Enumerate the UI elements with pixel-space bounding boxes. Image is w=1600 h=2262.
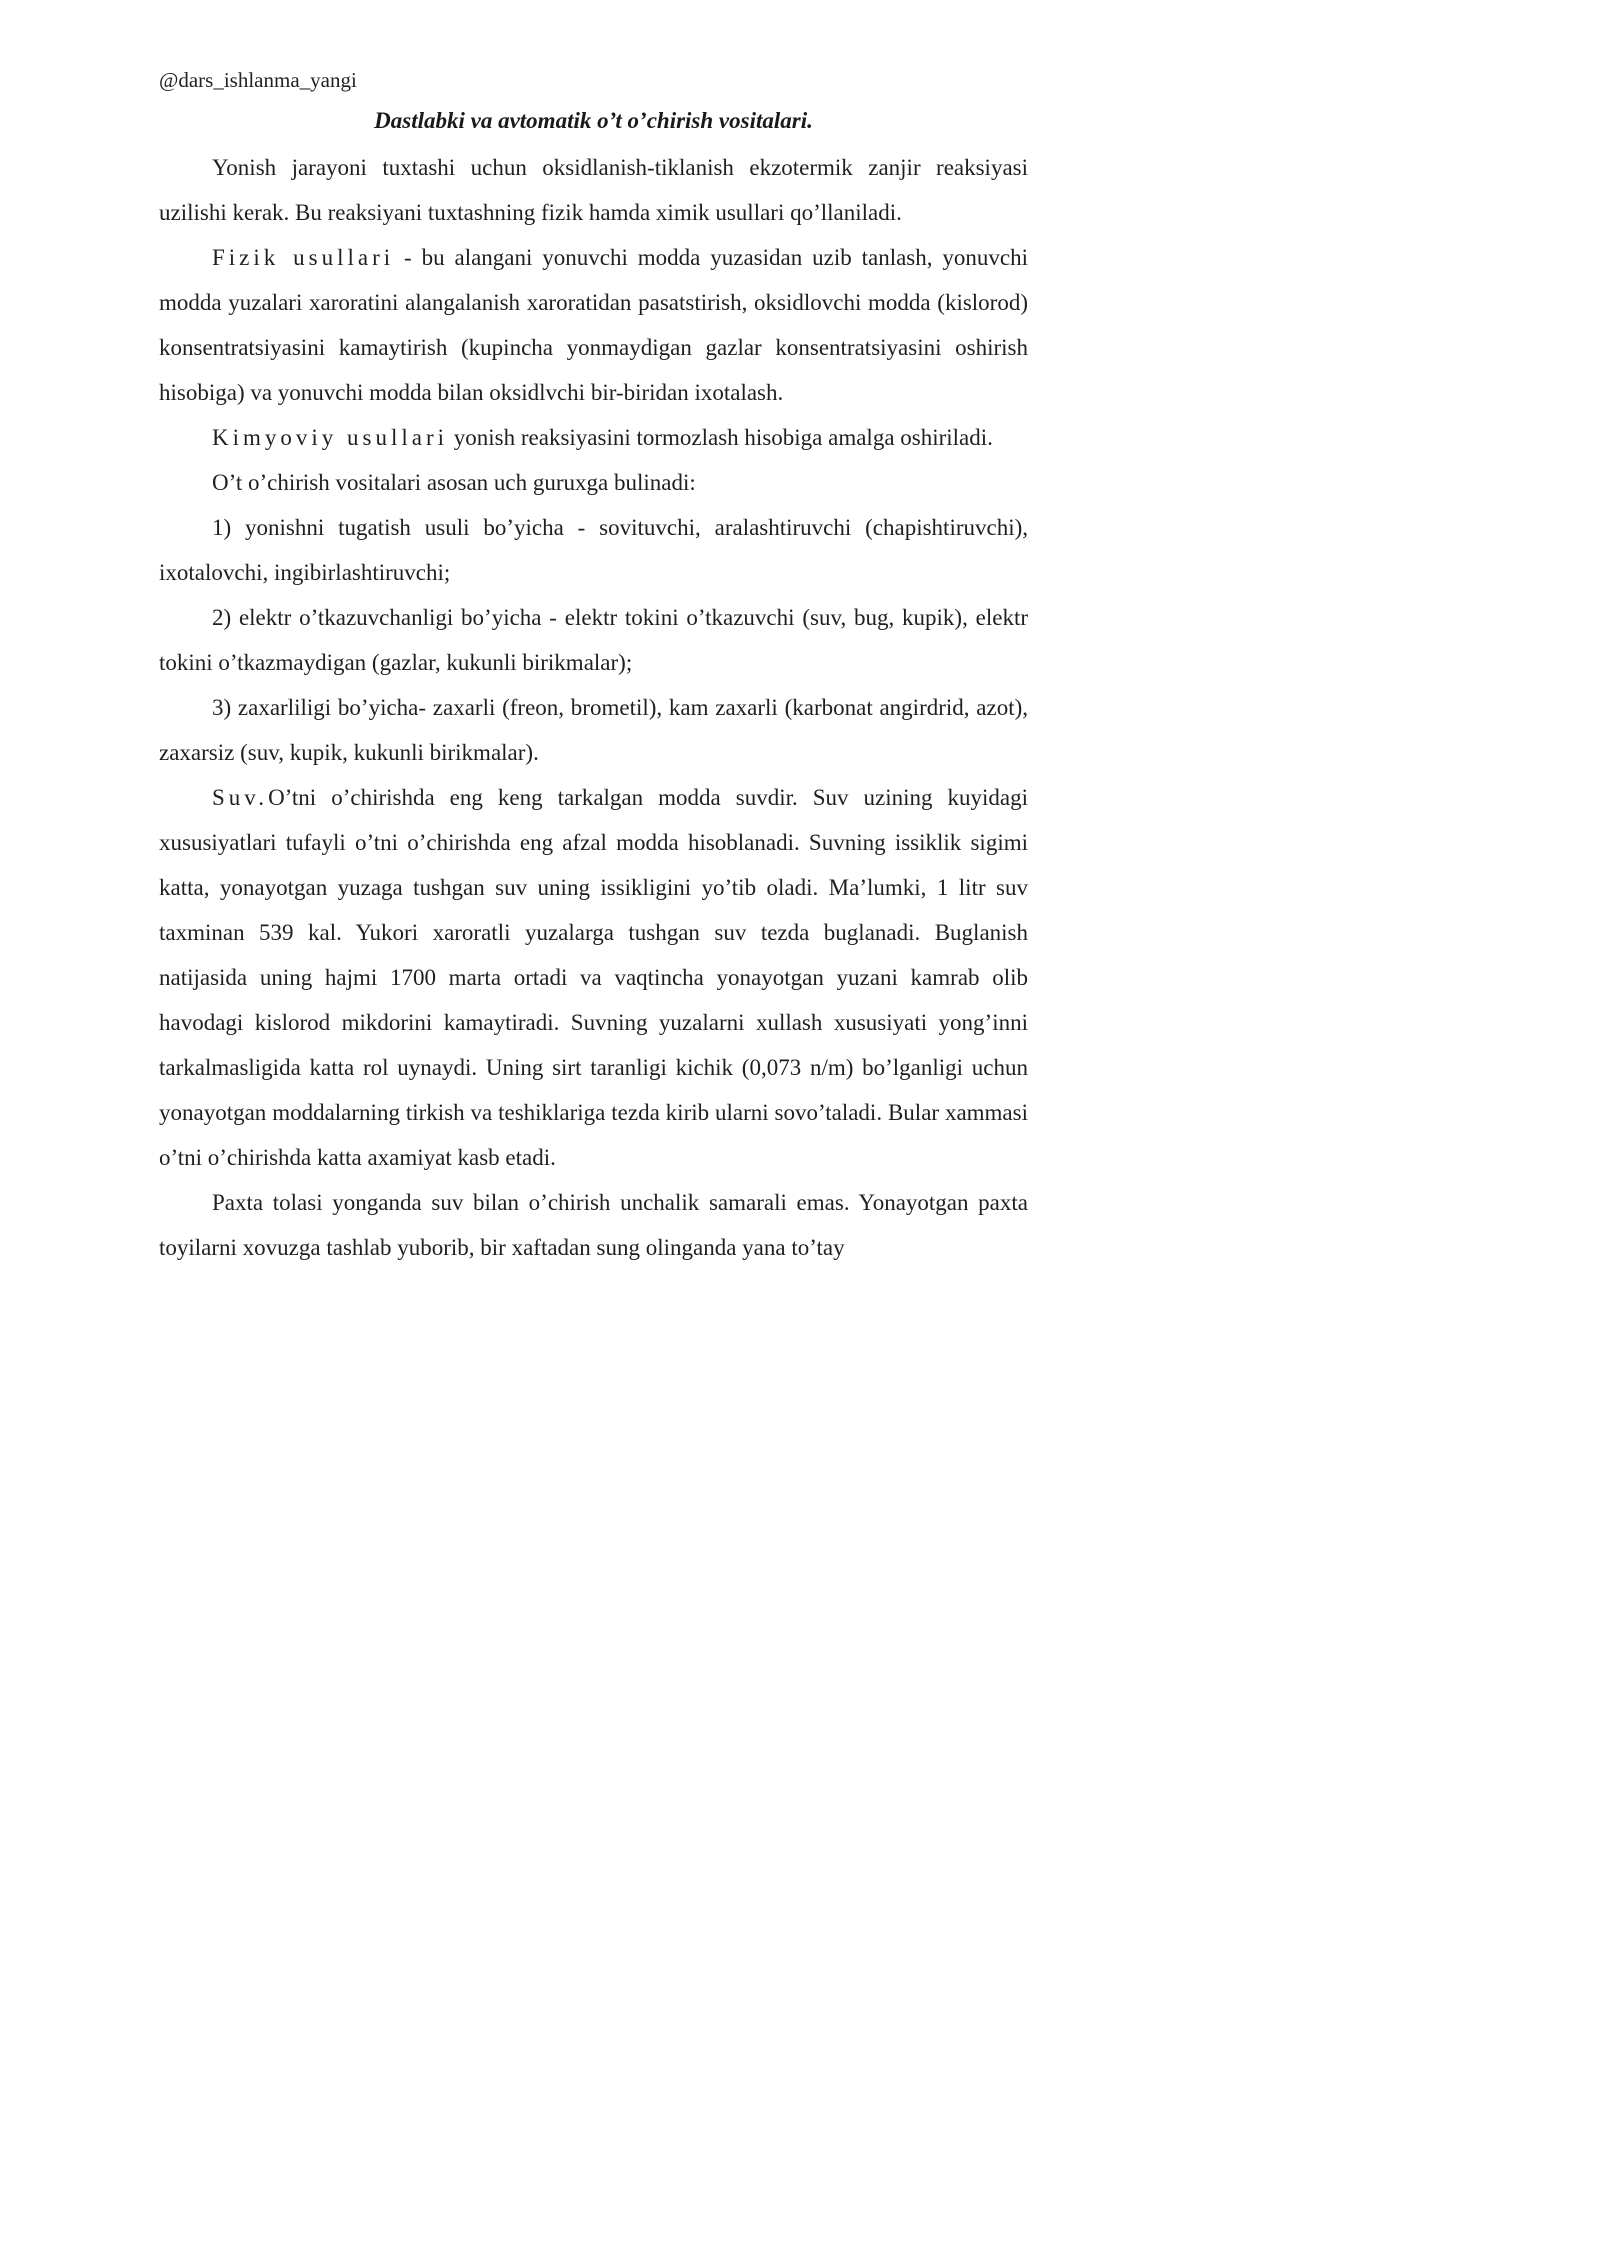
paragraph-groups-intro (159, 460, 1028, 505)
paragraph-text: O’tni o’chirishda eng keng tarkalgan modda suvdir. Suv uzining kuyidagi xususiyatlari tufayli o’tni o’chirishda eng afzal modda hisoblanadi. Suvning issiklik sigimi katta, yonayotgan yuzaga tushgan suv uning issikligini yo’tib oladi. Ma’lumki, 1 litr suv taxminan 539 kal. Yukori xaroratli yuzalarga tushgan suv tezda buglanadi. Buglanish natijasida uning hajmi 1700 marta ortadi va vaqtincha yonayotgan yuzani kamrab olib havodagi kislorod mikdorini kamaytiradi. Suvning yuzalarni xullash xususiyati yong’inni tarkalmasligida katta rol uynaydi. Uning sirt taranligi kichik (0,073 n/m) bo’lganligi uchun yonayotgan moddalarning tirkish va teshiklariga tezda kirib ularni sovo’taladi. Bular xammasi o’tni o’chirishda katta axamiyat kasb etadi. (159, 785, 1028, 1170)
list-item-text: 1) yonishni tugatish usuli bo’yicha - sovituvchi, aralashtiruvchi (chapishtiruvchi), ixotalovchi, ingibirlashtiruvchi; (159, 515, 1028, 585)
list-item-3 (159, 685, 1028, 775)
term-water: Suv. (212, 785, 269, 810)
list-item-1 (159, 505, 1028, 595)
list-item-text: 3) zaxarliligi bo’yicha- zaxarli (freon, brometil), kam zaxarli (karbonat angirdrid, azot), zaxarsiz (suv, kupik, kukunli birikmalar). (159, 695, 1028, 765)
document-title: Dastlabki va avtomatik o’t o’chirish vositalari. (374, 108, 813, 133)
term-chemical-methods: Kimyoviy usullari (212, 425, 449, 450)
document-body (159, 145, 1028, 1270)
paragraph-text: - bu alangani yonuvchi modda yuzasidan uzib tanlash, yonuvchi modda yuzalari xaroratini alangalanish xaroratidan pasatstirish, oksidlovchi modda (kislorod) konsentratsiyasini kamaytirish (kupincha yonmaydigan gazlar konsentratsiyasini oshirish hisobiga) va yonuvchi modda bilan oksidlvchi bir-biridan ixotalash. (159, 245, 1028, 405)
paragraph-text: Paxta tolasi yonganda suv bilan o’chirish unchalik samarali emas. Yonayotgan paxta toyilarni xovuzga tashlab yuborib, bir xaftadan sung olinganda yana to’tay (159, 1190, 1028, 1260)
paragraph-text: Yonish jarayoni tuxtashi uchun oksidlanish-tiklanish ekzotermik zanjir reaksiyasi uzilishi kerak. Bu reaksiyani tuxtashning fizik hamda ximik usullari qo’llaniladi. (159, 155, 1028, 225)
paragraph-intro (159, 145, 1028, 235)
paragraph-text: yonish reaksiyasini tormozlash hisobiga amalga oshiriladi. (448, 425, 993, 450)
paragraph-cotton (159, 1180, 1028, 1270)
channel-handle: @dars_ishlanma_yangi (159, 68, 357, 92)
term-physical-methods: Fizik usullari (212, 245, 395, 270)
paragraph-water (159, 775, 1028, 1180)
list-item-2 (159, 595, 1028, 685)
paragraph-text: O’t o’chirish vositalari asosan uch guruxga bulinadi: (212, 470, 696, 495)
list-item-text: 2) elektr o’tkazuvchanligi bo’yicha - elektr tokini o’tkazuvchi (suv, bug, kupik), elektr tokini o’tkazmaydigan (gazlar, kukunli birikmalar); (159, 605, 1028, 675)
paragraph-physical-methods (159, 235, 1028, 415)
paragraph-chemical-methods (159, 415, 1028, 460)
document-page (0, 0, 1100, 1555)
